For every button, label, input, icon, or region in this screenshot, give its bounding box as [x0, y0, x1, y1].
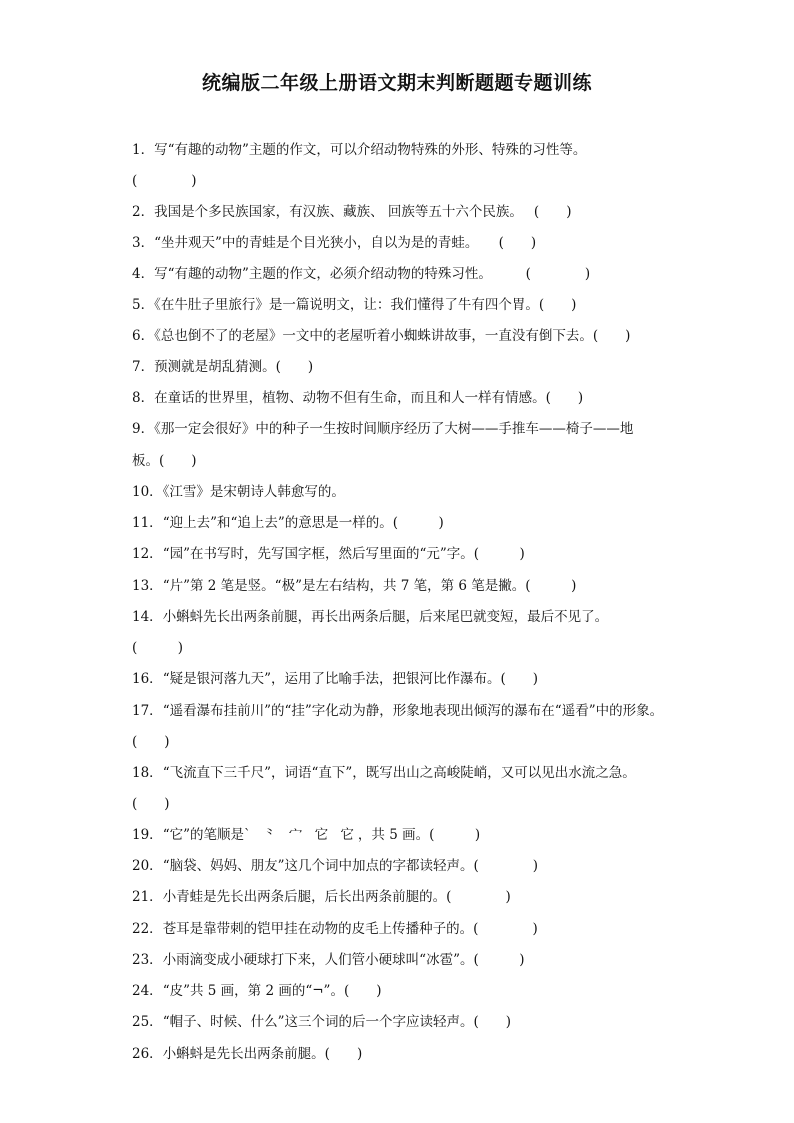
question-text: 《那一定会很好》中的种子一生按时间顺序经历了大树——手推车——椅子——地	[154, 421, 634, 437]
question-item	[132, 296, 576, 314]
question-number: 8．	[132, 390, 155, 406]
question-item	[132, 514, 444, 532]
question-item	[132, 265, 590, 283]
question-item	[132, 608, 608, 626]
answer-blank[interactable]: ( )	[132, 640, 184, 656]
question-text: “园”在书写时，先写国字框，然后写里面的“元”字。( )	[162, 546, 525, 562]
question-item	[132, 702, 663, 720]
question-text: 小蝌蚪是先长出两条前腿。( )	[162, 1046, 363, 1062]
question-number: 11．	[132, 515, 163, 531]
question-item	[132, 141, 586, 159]
question-number: 6．	[132, 328, 155, 344]
question-number: 13．	[132, 578, 163, 594]
answer-blank[interactable]: ( )	[132, 796, 170, 812]
question-item	[132, 389, 583, 407]
question-item	[132, 888, 511, 906]
question-item	[132, 670, 538, 688]
page-title: 统编版二年级上册语文期末判断题题专题训练	[201, 72, 592, 94]
question-text: 预测就是胡乱猜测。( )	[154, 359, 314, 375]
question-item	[132, 982, 381, 1000]
question-number: 14．	[132, 609, 163, 625]
question-text: “脑袋、妈妈、朋友”这几个词中加点的字都读轻声。( )	[162, 858, 539, 874]
question-item	[132, 951, 525, 969]
question-number: 10．	[132, 484, 163, 500]
question-text: “它”的笔顺是	[162, 827, 244, 843]
question-text: “皮”共 5 画，第 2 画的“¬”。( )	[162, 983, 382, 999]
answer-blank[interactable]: ( )	[132, 173, 197, 189]
question-number: 20．	[132, 858, 163, 874]
question-item	[132, 545, 525, 563]
question-number: 4．	[132, 266, 155, 282]
question-item	[132, 826, 480, 844]
question-text: 《总也倒不了的老屋》一文中的老屋听着小蜘蛛讲故事，一直没有倒下去。( )	[154, 328, 631, 344]
question-number: 7．	[132, 359, 155, 375]
question-continuation: 板。( )	[132, 453, 197, 469]
question-text: 小青蛙是先长出两条后腿，后长出两条前腿的。( )	[162, 889, 511, 905]
question-text: “疑是银河落九天”，运用了比喻手法，把银河比作瀑布。( )	[162, 671, 539, 687]
question-item	[132, 203, 571, 221]
question-number: 22．	[132, 921, 163, 937]
question-item	[132, 577, 576, 595]
question-item	[132, 857, 538, 875]
question-text: 小蝌蚪先长出两条前腿，再长出两条后腿，后来尾巴就变短，最后不见了。	[162, 609, 609, 625]
question-item	[132, 764, 636, 782]
question-text: “飞流直下三千尺”，词语“直下”，既写出山之高峻陡峭，又可以见出水流之急。	[162, 765, 636, 781]
question-item	[132, 1045, 362, 1063]
question-number: 5．	[132, 297, 155, 313]
question-text: 《在牛肚子里旅行》是一篇说明文，让：我们懂得了牛有四个胃。( )	[154, 297, 577, 313]
question-text: “片”第 2 笔是竖。“极”是左右结构，共 7 笔，第 6 笔是撇。( )	[162, 578, 577, 594]
question-text: 写“有趣的动物”主题的作文，可以介绍动物特殊的外形、特殊的习性等。	[154, 142, 587, 158]
question-number: 2．	[132, 204, 155, 220]
question-number: 17．	[132, 703, 163, 719]
question-item	[132, 483, 345, 501]
question-text: 苍耳是靠带刺的铠甲挂在动物的皮毛上传播种子的。( )	[162, 921, 538, 937]
question-item	[132, 420, 633, 438]
question-text: “帽子、时候、什么”这三个词的后一个字应读轻声。( )	[162, 1014, 512, 1030]
question-text: 我国是个多民族国家，有汉族、藏族、 回族等五十六个民族。 ( )	[154, 204, 572, 220]
question-number: 21．	[132, 889, 163, 905]
question-number: 26．	[132, 1046, 163, 1062]
question-text: “坐井观天”中的青蛙是个目光狭小，自以为是的青蛙。 ( )	[154, 235, 537, 251]
question-item	[132, 1013, 511, 1031]
question-item	[132, 920, 538, 938]
question-number: 23．	[132, 952, 163, 968]
question-item	[132, 234, 536, 252]
question-number: 18．	[132, 765, 163, 781]
question-number: 24．	[132, 983, 163, 999]
question-number: 25．	[132, 1014, 163, 1030]
answer-blank[interactable]: ( )	[132, 734, 170, 750]
question-text: “迎上去”和“追上去”的意思是一样的。( )	[162, 515, 444, 531]
question-text: 《江雪》是宋朝诗人韩愈写的。	[162, 484, 345, 500]
question-number: 9．	[132, 421, 155, 437]
question-text: 小雨滴变成小硬球打下来，人们管小硬球叫“冰雹”。( )	[162, 952, 525, 968]
question-text: 在童话的世界里，植物、动物不但有生命，而且和人一样有情感。( )	[154, 390, 584, 406]
question-number: 3．	[132, 235, 155, 251]
question-number: 16．	[132, 671, 163, 687]
stroke-order-glyphs: ` ⺀ 宀 它 它	[244, 827, 358, 843]
question-number: 1．	[132, 142, 155, 158]
question-text: 写“有趣的动物”主题的作文，必须介绍动物的特殊习性。 ( )	[154, 266, 591, 282]
question-text: “遥看瀑布挂前川”的“挂”字化动为静，形象地表现出倾泻的瀑布在“遥看”中的形象。	[162, 703, 664, 719]
question-text: ，共 5 画。( )	[357, 827, 481, 843]
question-item	[132, 327, 630, 345]
question-number: 12．	[132, 546, 163, 562]
question-item	[132, 358, 313, 376]
question-number: 19．	[132, 827, 163, 843]
